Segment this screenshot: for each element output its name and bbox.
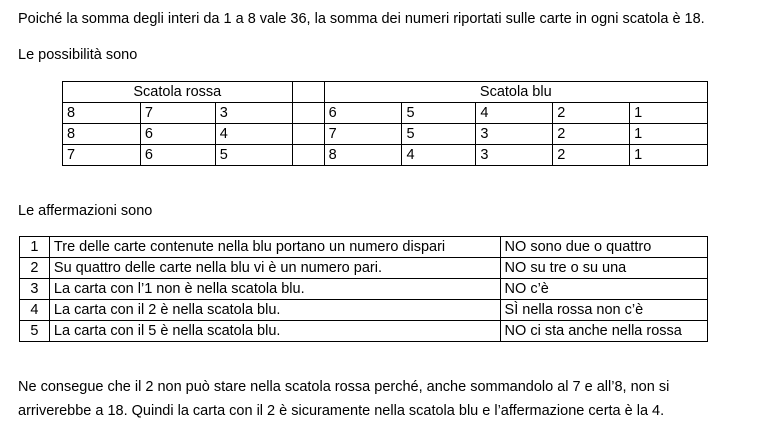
statement-number: 4 bbox=[20, 300, 50, 321]
blue-card-cell: 2 bbox=[553, 124, 630, 145]
statement-number: 3 bbox=[20, 279, 50, 300]
red-card-cell: 5 bbox=[215, 145, 292, 166]
statement-text: Su quattro delle carte nella blu vi è un numero pari. bbox=[49, 258, 500, 279]
conclusion-line-2: arriverebbe a 18. Quindi la carta con il 2 è sicuramente nella scatola blu e l’affermazione certa è la 4. bbox=[18, 403, 665, 419]
red-box-header: Scatola rossa bbox=[63, 82, 293, 103]
table-row bbox=[20, 279, 708, 300]
intro-text: Poiché la somma degli interi da 1 a 8 vale 36, la somma dei numeri riportati sulle carte in ogni scatola è 18. bbox=[18, 11, 705, 27]
blue-card-cell: 1 bbox=[630, 145, 708, 166]
blue-card-cell: 8 bbox=[324, 145, 402, 166]
statement-text: La carta con il 2 è nella scatola blu. bbox=[49, 300, 500, 321]
red-card-cell: 3 bbox=[215, 103, 292, 124]
red-card-cell: 6 bbox=[140, 124, 215, 145]
statement-verdict: SÌ nella rossa non c’è bbox=[500, 300, 707, 321]
separator-cell bbox=[292, 82, 324, 103]
statement-text: Tre delle carte contenute nella blu portano un numero dispari bbox=[49, 237, 500, 258]
table-row bbox=[20, 258, 708, 279]
blue-card-cell: 3 bbox=[476, 124, 553, 145]
possibilities-label: Le possibilità sono bbox=[18, 47, 138, 63]
separator-cell bbox=[292, 145, 324, 166]
boxes-table bbox=[62, 81, 708, 166]
blue-card-cell: 1 bbox=[630, 124, 708, 145]
red-card-cell: 7 bbox=[63, 145, 141, 166]
blue-card-cell: 2 bbox=[553, 145, 630, 166]
statement-number: 1 bbox=[20, 237, 50, 258]
red-card-cell: 8 bbox=[63, 124, 141, 145]
blue-card-cell: 1 bbox=[630, 103, 708, 124]
red-card-cell: 4 bbox=[215, 124, 292, 145]
statement-number: 2 bbox=[20, 258, 50, 279]
table-row bbox=[20, 237, 708, 258]
statement-number: 5 bbox=[20, 321, 50, 342]
statement-verdict: NO sono due o quattro bbox=[500, 237, 707, 258]
statements-label: Le affermazioni sono bbox=[18, 203, 153, 219]
red-card-cell: 6 bbox=[140, 145, 215, 166]
statement-text: La carta con il 5 è nella scatola blu. bbox=[49, 321, 500, 342]
blue-card-cell: 2 bbox=[553, 103, 630, 124]
statement-verdict: NO su tre o su una bbox=[500, 258, 707, 279]
table-row bbox=[63, 103, 708, 124]
blue-card-cell: 6 bbox=[324, 103, 402, 124]
table-row bbox=[20, 300, 708, 321]
blue-card-cell: 3 bbox=[476, 145, 553, 166]
statement-verdict: NO ci sta anche nella rossa bbox=[500, 321, 707, 342]
separator-cell bbox=[292, 124, 324, 145]
blue-card-cell: 5 bbox=[402, 124, 476, 145]
table-row bbox=[63, 124, 708, 145]
statement-text: La carta con l’1 non è nella scatola blu. bbox=[49, 279, 500, 300]
blue-card-cell: 5 bbox=[402, 103, 476, 124]
table-row bbox=[20, 321, 708, 342]
blue-card-cell: 7 bbox=[324, 124, 402, 145]
blue-box-header: Scatola blu bbox=[324, 82, 707, 103]
conclusion-line-1: Ne consegue che il 2 non può stare nella scatola rossa perché, anche sommandolo al 7 e all’8, non si bbox=[18, 379, 670, 395]
red-card-cell: 7 bbox=[140, 103, 215, 124]
boxes-header-row bbox=[63, 82, 708, 103]
red-card-cell: 8 bbox=[63, 103, 141, 124]
separator-cell bbox=[292, 103, 324, 124]
statements-table bbox=[19, 236, 708, 342]
blue-card-cell: 4 bbox=[402, 145, 476, 166]
table-row bbox=[63, 145, 708, 166]
statement-verdict: NO c’è bbox=[500, 279, 707, 300]
blue-card-cell: 4 bbox=[476, 103, 553, 124]
